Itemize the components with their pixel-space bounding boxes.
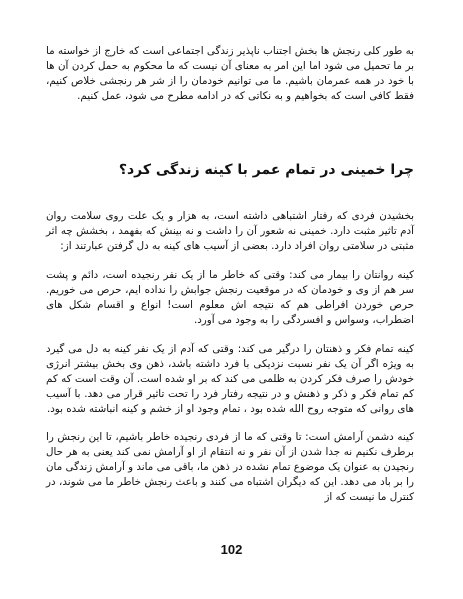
intro-paragraph: به طور کلی رنجش ها بخش اجتناب ناپذیر زندگی اجتماعی است که خارج از خواسته ما بر ما تحمیل می شود اما این امر به معنای آن نیست که ما محکوم به حمل کردن آن ها با خود در همه عمرمان باشیم. ما می توانیم خودمان را از شر هر رنجشی خلاص کنیم، فقط کافی است که بخواهیم و به نکاتی که در ادامه مطرح می شود، عمل کنیم. [46, 45, 414, 102]
paragraph-mental-illness: کینه روانتان را بیمار می کند: وقتی که خاطر ما از یک نفر رنجیده است، دائم و پشت سر هم از وی و خودمان که در موقعیت رنجش جوابش را نداده ایم، حرص می خوریم. حرص خوردن افراطی هم که نتیجه اش معلوم است! انواع و اقسام شکل های اضطراب، وسواس و افسردگی را به وجود می آورد. [46, 269, 414, 326]
section-heading: چرا خمینی در تمام عمر با کینه زندگی کرد؟ [118, 162, 414, 178]
paragraph-peace-enemy: کینه دشمن آرامش است: تا وقتی که ما از فردی رنجیده خاطر باشیم، تا این رنجش را برطرف نکنیم نه جدا شدن از آن نفر و نه انتقام از او آرامش نمی کند یعنی به هر حال رنجیدن به عنوان یک موضوع تمام نشده در ذهن ما، باقی می ماند و آرامش زندگی مان را بر باد می دهد. این که دیگران اشتباه می کنند و باعث رنجش خاطر ما می شوند، در کنترل ما نیست که از [46, 431, 414, 503]
page-number: 102 [220, 542, 243, 557]
paragraph-mind-occupied: کینه تمام فکر و ذهنتان را درگیر می کند: وقتی که آدم از یک نفر کینه به دل می گیرد به ویژه اگر آن یک نفر نسبت نزدیکی با فرد داشته باشد، ذهن وی بخش بیشتر انرژی خودش را صرف فکر کردن به ظلمی می کند که بر او شده است. آن وقت است که کم کم تمام فکر و ذکر و ذهنش و در نتیجه رفتار فرد را تحت تاثیر قرار می دهد. با آسیب های روانی که متوجه روح الله شده بود ، تمام وجود او از خشم و کینه انباشته شده بود. [46, 343, 414, 415]
paragraph-forgiveness: بخشیدن فردی که رفتار اشتباهی داشته است، به هزار و یک علت روی سلامت روان آدم تاثیر مثبت دارد. خمینی نه شعور آن را داشت و نه بینش که بفهمد ، بخشش چه اثر مثبتی در سلامتی روان افراد دارد. بعضی از آسیب های کینه به دل گرفتن عبارتند از: [46, 210, 414, 252]
